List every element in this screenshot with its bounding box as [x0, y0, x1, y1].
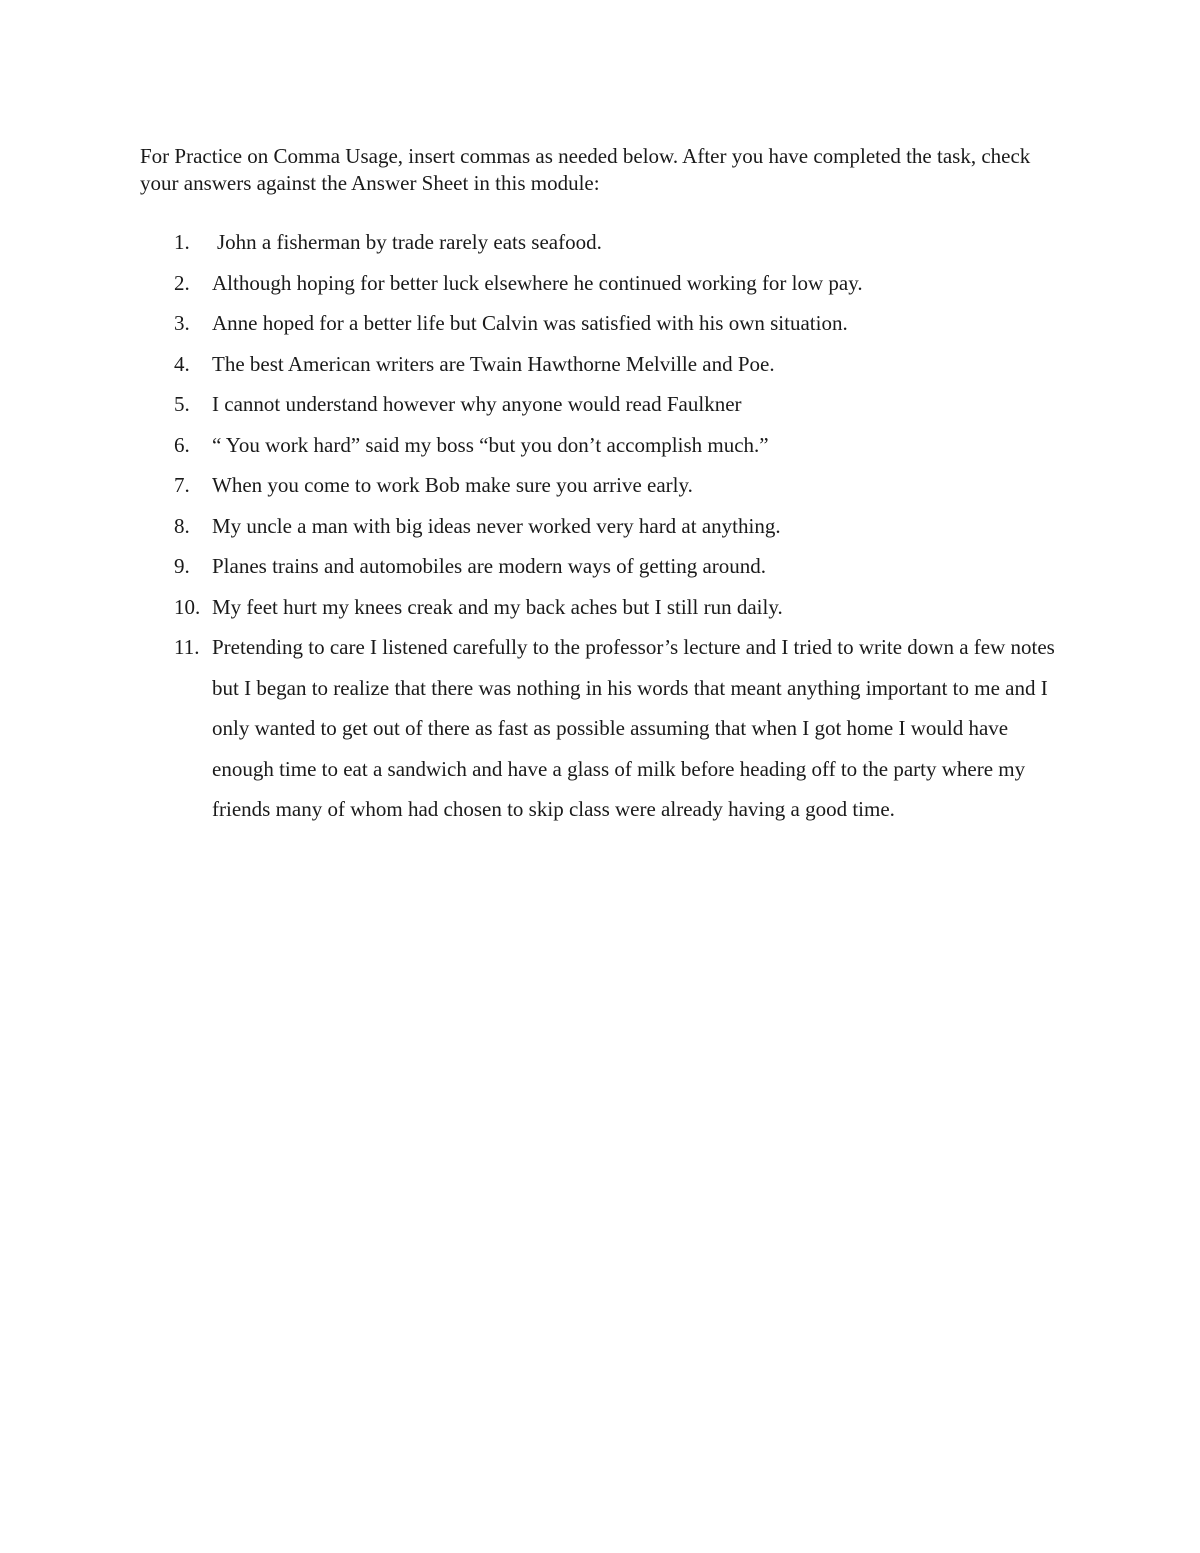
- item-text: The best American writers are Twain Hawthorne Melville and Poe.: [212, 351, 775, 376]
- list-item: [140, 425, 1070, 466]
- list-item: [140, 303, 1070, 344]
- item-text: My feet hurt my knees creak and my back aches but I still run daily.: [212, 594, 783, 619]
- list-item: [140, 384, 1070, 425]
- list-item: [140, 222, 1070, 263]
- item-text: Planes trains and automobiles are modern ways of getting around.: [212, 554, 767, 578]
- item-text: “ You work hard” said my boss “but you don’t accomplish much.”: [212, 432, 769, 457]
- item-number: 8.: [174, 513, 190, 538]
- item-number: 1.: [174, 230, 190, 254]
- item-text: Although hoping for better luck elsewhere he continued working for low pay.: [212, 270, 863, 295]
- list-item: [140, 344, 1070, 385]
- item-text: Pretending to care I listened carefully to the professor’s lecture and I tried to write down a few notes but I began to realize that there was nothing in his words that meant anything important to me and I only wanted to get out of there as fast as possible assuming that when I got home I would have enough time to eat a sandwich and have a glass of milk before heading off to the party where my friends many of whom had chosen to skip class were already having a good time.: [212, 635, 1055, 821]
- list-item: [140, 506, 1070, 547]
- list-item: [140, 546, 1070, 587]
- list-item: [140, 465, 1070, 506]
- item-number: 5.: [174, 392, 190, 416]
- item-number: 11.: [174, 635, 200, 659]
- list-item: [140, 587, 1070, 628]
- instructions-paragraph: For Practice on Comma Usage, insert commas as needed below. After you have completed the task, check your answers against the Answer Sheet in this module:: [140, 144, 1031, 195]
- item-number: 3.: [174, 311, 190, 335]
- item-number: 4.: [174, 351, 190, 376]
- item-text: I cannot understand however why anyone would read Faulkner: [212, 392, 742, 416]
- item-text: John a fisherman by trade rarely eats seafood.: [217, 230, 602, 254]
- item-text: Anne hoped for a better life but Calvin was satisfied with his own situation.: [212, 311, 848, 335]
- item-number: 9.: [174, 554, 190, 578]
- item-number: 10.: [174, 594, 201, 619]
- list-item: [140, 627, 1070, 830]
- item-text: My uncle a man with big ideas never worked very hard at anything.: [212, 513, 781, 538]
- item-number: 2.: [174, 270, 190, 295]
- exercise-list: [140, 222, 1070, 830]
- item-number: 6.: [174, 432, 190, 457]
- list-item: [140, 263, 1070, 304]
- item-text: When you come to work Bob make sure you arrive early.: [212, 473, 693, 497]
- item-number: 7.: [174, 473, 190, 497]
